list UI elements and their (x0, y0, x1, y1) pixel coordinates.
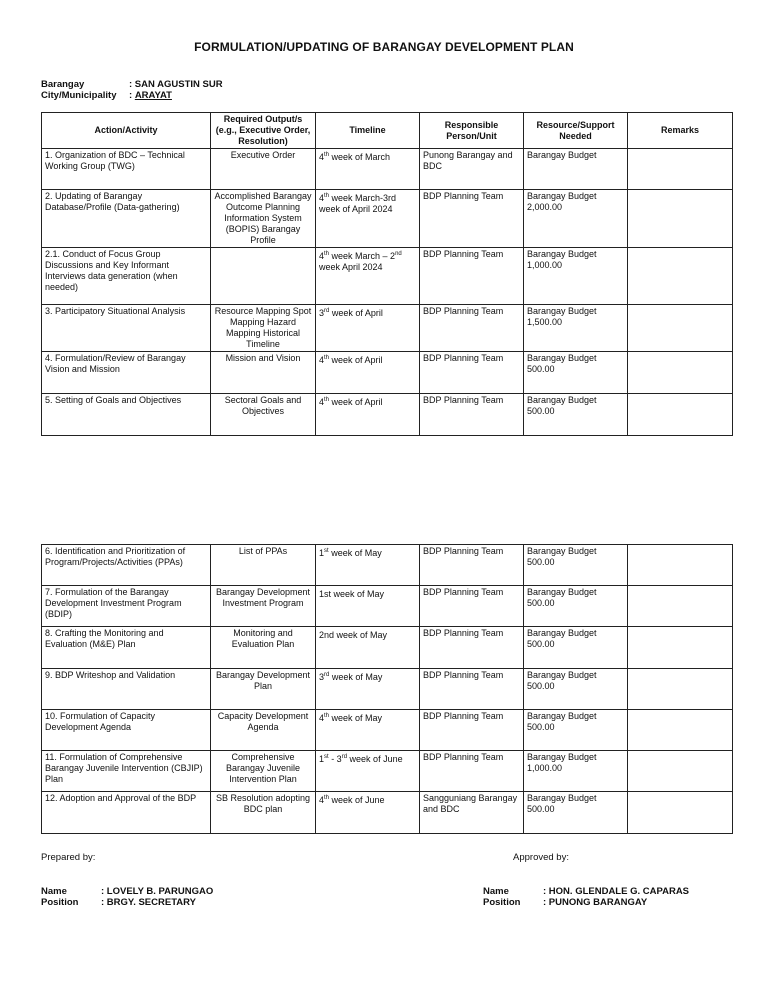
activity-cell: 3. Participatory Situational Analysis (42, 305, 211, 352)
output-cell: List of PPAs (211, 545, 316, 586)
remarks-cell (628, 710, 733, 751)
remarks-cell (628, 352, 733, 394)
timeline-cell: 1st week of May (316, 586, 420, 627)
timeline-cell: 1st week of May (316, 545, 420, 586)
resource-cell: Barangay Budget 1,000.00 (524, 751, 628, 792)
table-row (42, 352, 733, 394)
responsible-cell: Punong Barangay and BDC (420, 149, 524, 190)
plan-table-part-1 (41, 112, 733, 436)
responsible-cell: BDP Planning Team (420, 751, 524, 792)
timeline-cell: 4th week of March (316, 149, 420, 190)
activity-cell: 7. Formulation of the Barangay Development Investment Program (BDIP) (42, 586, 211, 627)
responsible-cell: BDP Planning Team (420, 627, 524, 669)
preparer-name: : LOVELY B. PARUNGAO (101, 886, 214, 897)
header-action-activity: Action/Activity (42, 113, 211, 149)
table-row (42, 248, 733, 305)
resource-cell: Barangay Budget 500.00 (524, 669, 628, 710)
table-row (42, 751, 733, 792)
activity-cell: 5. Setting of Goals and Objectives (42, 394, 211, 436)
responsible-cell: BDP Planning Team (420, 352, 524, 394)
barangay-value: : SAN AGUSTIN SUR (129, 79, 223, 90)
resource-cell: Barangay Budget 500.00 (524, 545, 628, 586)
remarks-cell (628, 394, 733, 436)
prepared-by-label: Prepared by: (41, 852, 96, 863)
header-resource: Resource/Support Needed (524, 113, 628, 149)
table-row (42, 627, 733, 669)
timeline-cell: 3rd week of April (316, 305, 420, 352)
table-row (42, 394, 733, 436)
activity-cell: 11. Formulation of Comprehensive Barangay Juvenile Intervention (CBJIP) Plan (42, 751, 211, 792)
resource-cell: Barangay Budget 500.00 (524, 586, 628, 627)
city-colon: : (129, 90, 133, 101)
output-cell: Sectoral Goals and Objectives (211, 394, 316, 436)
timeline-cell: 4th week March-3rd week of April 2024 (316, 190, 420, 248)
table-row (42, 149, 733, 190)
header-timeline: Timeline (316, 113, 420, 149)
city-value: ARAYAT (134, 90, 172, 101)
plan-table-part-2 (41, 544, 733, 834)
output-cell: Comprehensive Barangay Juvenile Intervention Plan (211, 751, 316, 792)
resource-cell: Barangay Budget 500.00 (524, 627, 628, 669)
responsible-cell: BDP Planning Team (420, 190, 524, 248)
resource-cell: Barangay Budget 1,000.00 (524, 248, 628, 305)
responsible-cell: BDP Planning Team (420, 586, 524, 627)
activity-cell: 2.1. Conduct of Focus Group Discussions and Key Informant Interviews data generation (when needed) (42, 248, 211, 305)
preparer-position: : BRGY. SECRETARY (101, 897, 197, 908)
responsible-cell: Sangguniang Barangay and BDC (420, 792, 524, 834)
city-label: City/Municipality (41, 90, 117, 101)
barangay-label: Barangay (41, 79, 85, 90)
activity-cell: 1. Organization of BDC – Technical Working Group (TWG) (42, 149, 211, 190)
responsible-cell: BDP Planning Team (420, 669, 524, 710)
approver-name-label: Name (483, 886, 509, 897)
remarks-cell (628, 669, 733, 710)
resource-cell: Barangay Budget (524, 149, 628, 190)
table-row (42, 586, 733, 627)
output-cell: Barangay Development Plan (211, 669, 316, 710)
output-cell: Capacity Development Agenda (211, 710, 316, 751)
activity-cell: 4. Formulation/Review of Barangay Vision and Mission (42, 352, 211, 394)
approver-position: : PUNONG BARANGAY (543, 897, 648, 908)
responsible-cell: BDP Planning Team (420, 710, 524, 751)
output-cell: Resource Mapping Spot Mapping Hazard Mapping Historical Timeline (211, 305, 316, 352)
timeline-cell: 4th week of June (316, 792, 420, 834)
preparer-name-label: Name (41, 886, 67, 897)
location-info (41, 79, 223, 101)
table-row (42, 710, 733, 751)
table-row (42, 792, 733, 834)
output-cell: Accomplished Barangay Outcome Planning Information System (BOPIS) Barangay Profile (211, 190, 316, 248)
activity-cell: 10. Formulation of Capacity Development Agenda (42, 710, 211, 751)
activity-cell: 6. Identification and Prioritization of Program/Projects/Activities (PPAs) (42, 545, 211, 586)
responsible-cell: BDP Planning Team (420, 305, 524, 352)
document-title: FORMULATION/UPDATING OF BARANGAY DEVELOPMENT PLAN (194, 40, 574, 54)
timeline-cell: 4th week March – 2nd week April 2024 (316, 248, 420, 305)
resource-cell: Barangay Budget 1,500.00 (524, 305, 628, 352)
timeline-cell: 2nd week of May (316, 627, 420, 669)
preparer-position-label: Position (41, 897, 79, 908)
header-responsible: Responsible Person/Unit (420, 113, 524, 149)
resource-cell: Barangay Budget 500.00 (524, 394, 628, 436)
approver-position-label: Position (483, 897, 521, 908)
remarks-cell (628, 545, 733, 586)
activity-cell: 2. Updating of Barangay Database/Profile (Data-gathering) (42, 190, 211, 248)
timeline-cell: 4th week of May (316, 710, 420, 751)
table-row (42, 190, 733, 248)
resource-cell: Barangay Budget 2,000.00 (524, 190, 628, 248)
header-required-output: Required Output/s (e.g., Executive Order, Resolution) (211, 113, 316, 149)
table-row (42, 545, 733, 586)
approver-name: : HON. GLENDALE G. CAPARAS (543, 886, 690, 897)
responsible-cell: BDP Planning Team (420, 545, 524, 586)
remarks-cell (628, 792, 733, 834)
responsible-cell: BDP Planning Team (420, 248, 524, 305)
timeline-cell: 4th week of April (316, 394, 420, 436)
remarks-cell (628, 190, 733, 248)
output-cell: Monitoring and Evaluation Plan (211, 627, 316, 669)
resource-cell: Barangay Budget 500.00 (524, 710, 628, 751)
output-cell: Executive Order (211, 149, 316, 190)
timeline-cell: 1st - 3rd week of June (316, 751, 420, 792)
resource-cell: Barangay Budget 500.00 (524, 352, 628, 394)
responsible-cell: BDP Planning Team (420, 394, 524, 436)
table-header-row (42, 113, 733, 149)
activity-cell: 9. BDP Writeshop and Validation (42, 669, 211, 710)
approver-block (483, 886, 689, 908)
preparer-block (41, 886, 213, 908)
output-cell (211, 248, 316, 305)
remarks-cell (628, 149, 733, 190)
table-row (42, 669, 733, 710)
timeline-cell: 4th week of April (316, 352, 420, 394)
timeline-cell: 3rd week of May (316, 669, 420, 710)
remarks-cell (628, 305, 733, 352)
remarks-cell (628, 627, 733, 669)
header-remarks: Remarks (628, 113, 733, 149)
remarks-cell (628, 751, 733, 792)
approved-by-label: Approved by: (513, 852, 569, 863)
output-cell: Mission and Vision (211, 352, 316, 394)
table-row (42, 305, 733, 352)
output-cell: Barangay Development Investment Program (211, 586, 316, 627)
remarks-cell (628, 586, 733, 627)
output-cell: SB Resolution adopting BDC plan (211, 792, 316, 834)
activity-cell: 12. Adoption and Approval of the BDP (42, 792, 211, 834)
resource-cell: Barangay Budget 500.00 (524, 792, 628, 834)
remarks-cell (628, 248, 733, 305)
activity-cell: 8. Crafting the Monitoring and Evaluation (M&E) Plan (42, 627, 211, 669)
